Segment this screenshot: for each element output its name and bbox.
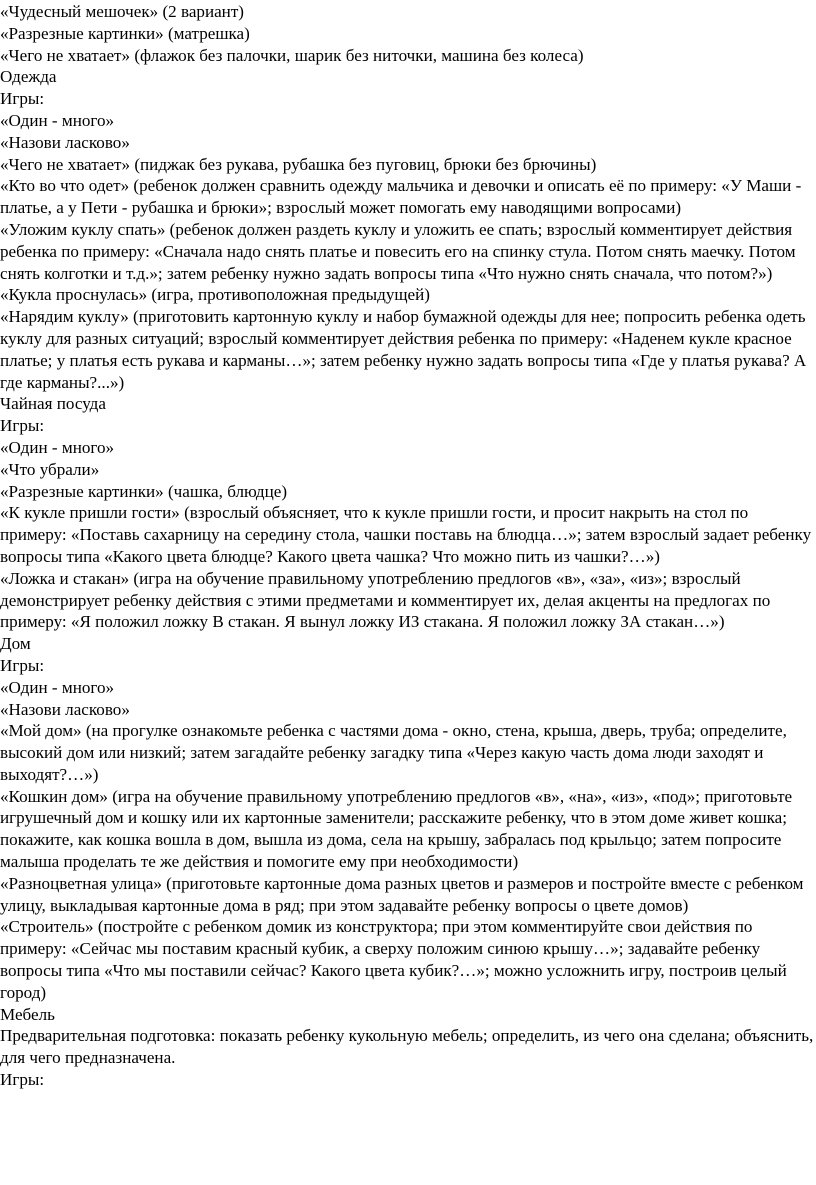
paragraph-wonder-bag: «Чудесный мешочек» (2 вариант)	[0, 2, 244, 21]
games-label: Игры:	[0, 655, 45, 675]
paragraph-put-doll-to-sleep: «Уложим куклу спать» (ребенок должен раздеть куклу и уложить ее спать; взрослый комментирует действия ребенка по примеру: «Сначала надо снять платье и повесить его на спинку стула. Потом снять маечку. Потом снять колготки и т.д.»; затем ребенку нужно задать вопросы типа «Что нужно снять сначала, что потом?»)	[0, 219, 796, 283]
section-heading-clothes: Одежда	[0, 67, 57, 87]
paragraph-one-many: «Один - много»	[0, 437, 115, 457]
paragraph-name-affectionately: «Назови ласково»	[0, 699, 130, 719]
paragraph-doll-woke-up: «Кукла проснулась» (игра, противоположная предыдущей)	[0, 285, 430, 305]
paragraph-dress-the-doll: «Нарядим куклу» (приготовить картонную куклу и набор бумажной одежды для нее; попросить ребенка одеть куклу для разных ситуаций; взрослый комментирует действия ребенка по примеру: «Наденем кукле красное платье; у платья есть рукава и карманы…»; затем ребенку нужно задать вопросы типа «Где у платья рукава? А где карманы?...»)	[0, 307, 807, 392]
paragraph-my-house: «Мой дом» (на прогулке ознакомьте ребенка с частями дома - окно, стена, крыша, дверь, труба; определите, высокий дом или низкий; затем загадайте ребенку загадку типа «Через какую часть дома люди заходят и выходят?…»)	[0, 721, 787, 784]
games-label: Игры:	[0, 416, 45, 436]
games-label: Игры:	[0, 89, 45, 109]
paragraph-spoon-and-glass: «Ложка и стакан» (игра на обучение правильному употреблению предлогов «в», «за», «из»; взрослый демонстрирует ребенку действия с этими предметами и комментирует их, делая акценты на предлогах по примеру: «Я положил ложку В стакан. Я вынул ложку ИЗ стакана. Я положил ложку ЗА стакан…»)	[0, 568, 771, 632]
section-heading-house: Дом	[0, 634, 31, 654]
paragraph-cut-pictures-cup: «Разрезные картинки» (чашка, блюдце)	[0, 481, 288, 501]
paragraph-one-many: «Один - много»	[0, 677, 115, 697]
paragraph-what-was-removed: «Что убрали»	[0, 459, 100, 479]
paragraph-who-wears-what: «Кто во что одет» (ребенок должен сравнить одежду мальчика и девочки и описать её по примеру: «У Маши - платье, а у Пети - рубашка и брюки»; взрослый может помогать ему наводящими вопросами)	[0, 176, 802, 218]
paragraph-cut-pictures-matryoshka: «Разрезные картинки» (матрешка)	[0, 23, 250, 43]
paragraph-builder: «Строитель» (постройте с ребенком домик из конструктора; при этом комментируйте свои действия по примеру: «Сейчас мы поставим красный кубик, а сверху положим синюю крышу…»; задавайте ребенку вопросы типа «Что мы поставили сейчас? Какого цвета кубик?…»; можно усложнить игру, построив целый город)	[0, 917, 787, 1002]
paragraph-preparation: Предварительная подготовка: показать ребенку кукольную мебель; определить, из чего она сделана; объяснить, для чего предназначена.	[0, 1026, 814, 1068]
paragraph-cat-house: «Кошкин дом» (игра на обучение правильному употреблению предлогов «в», «на», «из», «под»; приготовьте игрушечный дом и кошку или их картонные заменители; расскажите ребенку, что в этом доме живет кошка; покажите, как кошка вошла в дом, вышла из дома, села на крышу, забралась под крыльцо; затем попросите малыша проделать те же действия и помогите ему при необходимости)	[0, 786, 793, 872]
paragraph-what-is-missing-clothes: «Чего не хватает» (пиджак без рукава, рубашка без пуговиц, брюки без брючины)	[0, 154, 597, 174]
games-label: Игры:	[0, 1070, 45, 1090]
paragraph-guests-came: «К кукле пришли гости» (взрослый объясняет, что к кукле пришли гости, и просит накрыть на стол по примеру: «Поставь сахарницу на середину стола, чашки поставь на блюдца…»; затем взрослый задает ребенку вопросы типа «Какого цвета блюдце? Какого цвета чашка? Что можно пить из чашки?…»)	[0, 503, 812, 566]
paragraph-name-affectionately: «Назови ласково»	[0, 132, 130, 152]
paragraph-one-many: «Один - много»	[0, 110, 115, 130]
paragraph-colorful-street: «Разноцветная улица» (приготовьте картонные дома разных цветов и размеров и постройте вместе с ребенком улицу, выкладывая картонные дома в ряд; при этом задавайте ребенку вопросы о цвете домов)	[0, 873, 804, 915]
section-heading-tea-dishes: Чайная посуда	[0, 394, 106, 414]
section-heading-furniture: Мебель	[0, 1004, 55, 1024]
paragraph-what-is-missing-toys: «Чего не хватает» (флажок без палочки, шарик без ниточки, машина без колеса)	[0, 45, 584, 65]
